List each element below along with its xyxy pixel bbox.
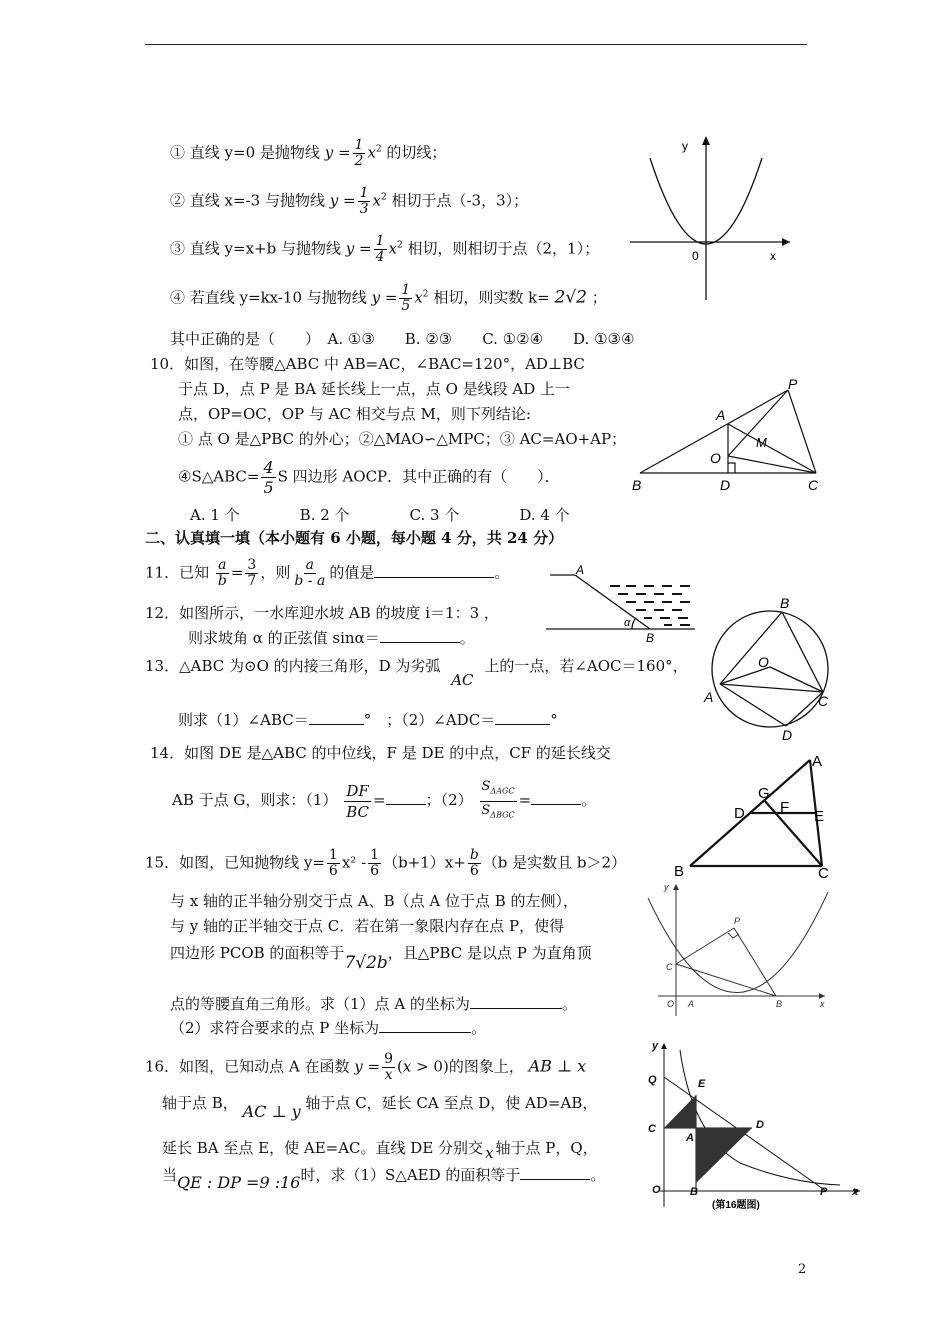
svg-text:y: y [664,882,669,892]
svg-text:C: C [808,477,819,493]
svg-text:0: 0 [692,249,699,263]
svg-text:D: D [756,1119,764,1131]
page-number: 2 [798,1262,807,1277]
q11: 11．已知 $\frac{a}{b}$ = $\frac{3}{7}$ ，则 $\frac{a}{b - a}$ 的值是 。 [145,557,510,589]
q16-line1: 16．如图，已知动点 A 在函数 y = $\frac{9}{x}$ (x > 0)的图象上， AB ⊥ x [145,1051,587,1083]
svg-text:G: G [758,785,770,802]
svg-text:D: D [782,727,793,743]
q10-figure [628,375,828,495]
svg-text:x: x [770,249,776,263]
svg-text:F: F [780,799,790,816]
svg-text:O: O [710,450,721,466]
q14-line1: 14．如图 DE 是△ABC 的中位线，F 是 DE 的中点，CF 的延长线交 [150,744,611,762]
q16-figure [640,1035,865,1215]
svg-text:B: B [632,477,642,493]
q13-figure [700,594,840,744]
svg-text:B: B [776,999,783,1009]
svg-text:D: D [720,477,731,493]
svg-text:C: C [818,693,829,709]
section2-heading: 二、认真填一填（本小题有 6 小题，每小题 4 分，共 24 分） [145,529,564,547]
svg-text:Q: Q [648,1074,657,1086]
q10-line2: 于点 D，点 P 是 BA 延长线上一点，点 O 是线段 AD 上一 [178,380,571,398]
svg-text:D: D [734,805,745,822]
svg-text:C: C [666,962,673,972]
q15-line3: 与 y 轴的正半轴交于点 C．若在第一象限内存在点 P，使得 [170,917,565,935]
svg-text:y: y [682,139,688,153]
svg-text:P: P [820,1186,828,1198]
q15-line5: 点的等腰直角三角形。求（1）点 A 的坐标为 。 [170,995,577,1013]
header-rule [145,44,807,45]
q14-figure [668,748,838,883]
svg-text:A: A [716,407,726,423]
q10-line1: 10．如图，在等腰△ABC 中 AB=AC，∠BAC=120°，AD⊥BC [150,355,585,373]
svg-text:M: M [756,435,767,450]
q15-line1: 15．如图，已知抛物线 y= $\frac{1}{6}$ x² - $\frac{1}{6}$ （b+1）x+ $\frac{b}{6}$ （b 是实数且 b＞2） [145,847,627,879]
svg-text:B: B [674,863,685,880]
q9-item3: ③ 直线 y=x+b 与抛物线 y = $\frac{1}{4}$ $x^2$ 相切，则相切于点（2，1）； [170,233,600,265]
svg-text:A: A [686,1132,694,1144]
svg-text:A: A [812,753,823,770]
q9-item4: ④ 若直线 y=kx-10 与抛物线 y = $\frac{1}{5}$ $x^2$ 相切，则实数 k= 2√2 ； [170,282,607,314]
q16-line2: 轴于点 B， AC ⊥ y 轴于点 C，延长 CA 至点 D，使 AD=AB， [162,1094,598,1121]
svg-text:O: O [758,654,769,670]
svg-text:(第16题图): (第16题图) [712,1200,760,1211]
q12-line1: 12．如图所示，一水库迎水坡 AB 的坡度 i＝1：3 ， [145,604,499,622]
q10-line4: ① 点 O 是△PBC 的外心；②△MAO∽△MPC；③ AC=AO+AP； [178,430,627,448]
q9-item1: ① 直线 y=0 是抛物线 y = $\frac{1}{2}$ $x^2$ 的切线； [170,137,447,169]
svg-text:C: C [648,1123,656,1135]
svg-text:A: A [576,563,585,577]
q10-line5: ④S△ABC= $\frac{4}{5}$ S 四边形 AOCP．其中正确的有（ ）． [178,458,560,497]
svg-text:x: x [820,999,825,1009]
q13-line2: 则求（1）∠ABC＝ ° ；（2）∠ADC＝ ° [178,711,558,729]
q10-line3: 点，OP=OC，OP 与 AC 相交与点 M，则下列结论: [178,405,531,423]
q9-figure [620,130,800,305]
q15-line2: 与 x 轴的正半轴分别交于点 A、B（点 A 位于点 B 的左侧）， [170,892,579,910]
svg-text:B: B [780,595,790,611]
q12-figure [540,560,700,645]
svg-text:P: P [734,916,741,926]
svg-text:B: B [646,631,655,645]
svg-text:B: B [690,1186,698,1198]
q16-line4: 当QE : DP =9 :16时，求（1）S△AED 的面积等于 。 [162,1166,606,1192]
q15-line6: （2）求符合要求的点 P 坐标为 。 [170,1019,487,1037]
q15-line4: 四边形 PCOB 的面积等于7√2b，且△PBC 是以点 P 为直角顶 [170,944,592,973]
svg-text:x: x [852,1186,859,1198]
q14-line2: AB 于点 G，则求：（1） $\frac{DF}{BC}$ = ；（2） $\frac{S_{\Delta AGC}}{S_{\Delta BGC}}$ = 。 [172,779,597,821]
q9-choices: 其中正确的是（ ） A. ①③ B. ②③ C. ①②④ D. ①③④ [170,330,635,348]
svg-text:C: C [818,865,829,882]
svg-text:E: E [698,1078,706,1090]
svg-text:O: O [667,999,675,1009]
svg-text:O: O [652,1184,661,1196]
q12-line2: 则求坡角 α 的正弦值 sinα＝ 。 [188,629,475,647]
q9-item2: ② 直线 x=-3 与抛物线 y = $\frac{1}{3}$ $x^2$ 相切于点（-3，3）； [170,185,529,217]
svg-text:y: y [652,1040,659,1052]
svg-text:A: A [688,999,695,1009]
svg-text:E: E [814,808,825,825]
q16-line3: 延长 BA 至点 E，使 AE=AC。直线 DE 分别交 x 轴于点 P，Q， [162,1139,598,1162]
svg-text:P: P [788,376,798,392]
q15-figure [640,880,835,1020]
q10-choices: A. 1 个 B. 2 个 C. 3 个 D. 4 个 [190,506,570,524]
q13-line1: 13．△ABC 为⊙O 的内接三角形，D 为劣弧 AC 上的一点，若∠AOC＝160°， [145,657,688,689]
svg-text:α: α [624,617,631,629]
svg-text:A: A [704,689,714,705]
